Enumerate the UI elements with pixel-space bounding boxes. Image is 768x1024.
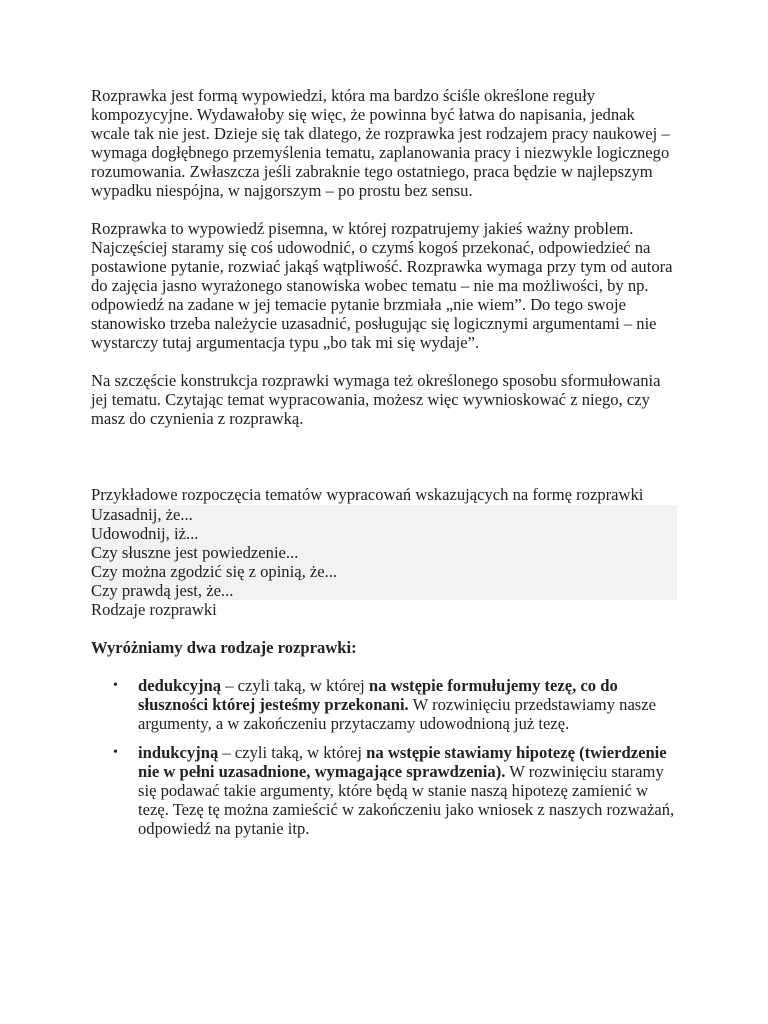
types-list bbox=[91, 676, 677, 838]
type-term: dedukcyjną bbox=[138, 676, 221, 695]
examples-heading: Przykładowe rozpoczęcia tematów wypracowań wskazujących na formę rozprawki bbox=[91, 485, 644, 504]
example-item: Czy słuszne jest powiedzenie... bbox=[91, 543, 299, 562]
types-heading: Wyróżniamy dwa rodzaje rozprawki: bbox=[91, 638, 357, 657]
topic-paragraph: Na szczęście konstrukcja rozprawki wymaga też określonego sposobu sformułowania jej tematu. Czytając temat wypracowania, możesz więc wywnioskować z niego, czy masz do czynienia z rozprawką. bbox=[91, 371, 661, 428]
type-description: W rozwinięciu staramy się podawać takie argumenty, które będą w stanie naszą hipotezę zamienić w tezę. Tezę tę można zamieścić w zakończeniu jako wniosek z naszych rozważań, odpowiedź na pytanie itp. bbox=[138, 762, 675, 838]
example-item: Udowodnij, iż... bbox=[91, 524, 199, 543]
type-description: W rozwinięciu przedstawiamy nasze argumenty, a w zakończeniu przytaczamy udowodnioną już tezę. bbox=[138, 695, 656, 733]
type-intro: – czyli taką, w której bbox=[218, 743, 367, 762]
type-term: indukcyjną bbox=[138, 743, 219, 762]
type-intro: – czyli taką, w której bbox=[221, 676, 369, 695]
definition-paragraph: Rozprawka to wypowiedź pisemna, w której rozpatrujemy jakieś ważny problem. Najczęściej staramy się coś udowodnić, o czymś kogoś przekonać, odpowiedzieć na postawione pytanie, rozwiać jakąś wątpliwość. Rozprawka wymaga przy tym od autora do zajęcia jasno wyrażonego stanowiska wobec tematu – nie ma możliwości, by np. odpowiedź na zadane w jej temacie pytanie brzmiała „nie wiem”. Do tego swoje stanowisko trzeba należycie uzasadnić, posługując się logicznymi argumentami – nie wystarczy tutaj argumentacja typu „bo tak mi się wydaje”. bbox=[91, 219, 673, 352]
intro-paragraph: Rozprawka jest formą wypowiedzi, która ma bardzo ściśle określone reguły kompozycyjne. Wydawałoby się więc, że powinna być łatwa do napisania, jednak wcale tak nie jest. Dzieje się tak dlatego, że rozprawka jest rodzajem pracy naukowej – wymaga dogłębnego przemyślenia tematu, zaplanowania pracy i niezwykle logicznego rozumowania. Zwłaszcza jeśli zabraknie tego ostatniego, praca będzie w najlepszym wypadku niespójna, w najgorszym – po prostu bez sensu. bbox=[91, 86, 670, 200]
type-emphasis: na wstępie stawiamy hipotezę (twierdzenie nie w pełni uzasadnione, wymagające sprawdzenia). bbox=[138, 743, 667, 781]
types-title: Rodzaje rozprawki bbox=[91, 600, 217, 619]
type-emphasis: na wstępie formułujemy tezę, co do słuszności której jesteśmy przekonani. bbox=[138, 676, 618, 714]
bullet-icon: • bbox=[113, 745, 118, 760]
example-item: Czy można zgodzić się z opinią, że... bbox=[91, 562, 338, 581]
examples-list bbox=[91, 505, 677, 600]
list-item-inductive bbox=[91, 743, 677, 838]
bullet-icon: • bbox=[113, 678, 118, 693]
document-page bbox=[91, 86, 677, 838]
list-item-deductive bbox=[91, 676, 677, 733]
example-item: Czy prawdą jest, że... bbox=[91, 581, 234, 600]
example-item: Uzasadnij, że... bbox=[91, 505, 193, 524]
